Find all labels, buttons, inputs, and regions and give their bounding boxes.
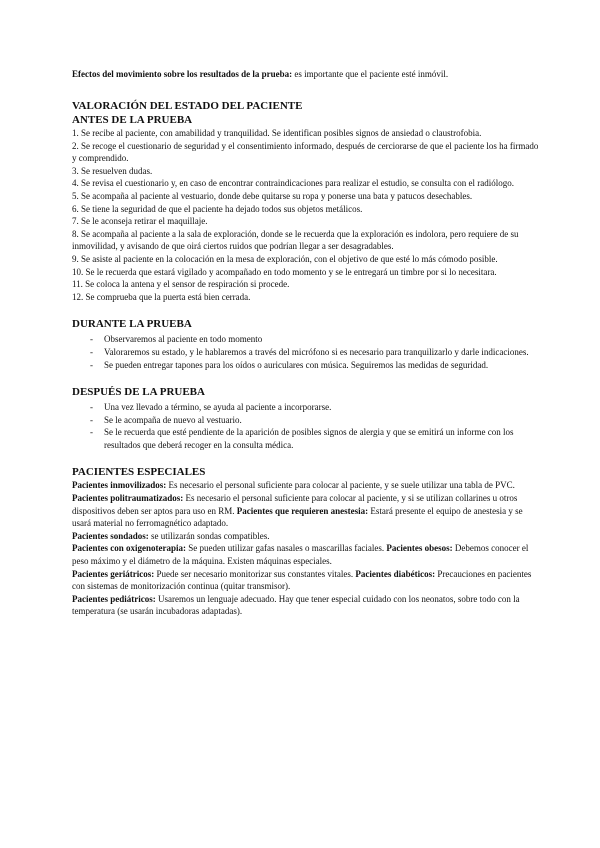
intro-paragraph <box>72 68 540 81</box>
anestesia-label: Pacientes que requieren anestesia: <box>236 505 369 516</box>
antes-item: 11. Se coloca la antena y el sensor de respiración si procede. <box>72 279 290 290</box>
sondados-paragraph <box>72 530 540 543</box>
pediatricos-paragraph <box>72 593 540 618</box>
pediatricos-label: Pacientes pediátricos: <box>72 593 156 604</box>
valoracion-title: VALORACIÓN DEL ESTADO DEL PACIENTE <box>72 100 303 112</box>
antes-item: 7. Se le aconseja retirar el maquillaje. <box>72 216 208 227</box>
obesos-text: Debemos conocer el peso máximo y el diámetro de la máquina. Existen máquinas especiales. <box>72 543 529 567</box>
politraumatizados-label: Pacientes politraumatizados: <box>72 493 184 504</box>
antes-title: ANTES DE LA PRUEBA <box>72 114 193 126</box>
intro-label: Efectos del movimiento sobre los resultados de la prueba: <box>72 69 293 79</box>
durante-item: - Observaremos al paciente en todo momento <box>90 333 540 346</box>
durante-list <box>72 333 540 371</box>
despues-section <box>72 385 540 451</box>
antes-item: 12. Se comprueba que la puerta está bien cerrada. <box>72 291 251 302</box>
diabeticos-text: Precauciones en pacientes con sistemas de monitorización continua (quitar transmisor). <box>72 568 532 592</box>
politraumatizados-paragraph <box>72 492 540 530</box>
despues-item: - Una vez llevado a término, se ayuda al paciente a incorporarse. <box>90 401 540 414</box>
especiales-section <box>72 465 540 618</box>
oxigenoterapia-text: Se pueden utilizar gafas nasales o mascarillas faciales. <box>185 543 387 554</box>
antes-item: 9. Se asiste al paciente en la colocación en la mesa de exploración, con el objetivo de que esté lo más cómodo posible. <box>72 253 498 264</box>
despues-list <box>72 401 540 451</box>
geriatricos-label: Pacientes geriátricos: <box>72 568 155 579</box>
antes-item: 10. Se le recuerda que estará vigilado y acompañado en todo momento y se le entregará un timbre por si lo necesitara. <box>72 266 497 277</box>
oxigenoterapia-label: Pacientes con oxigenoterapia: <box>72 543 186 554</box>
despues-item: - Se le recuerda que esté pendiente de la aparición de posibles signos de alergia y que se emitirá un informe con los resultados que deberá recoger en la consulta médica. <box>90 426 540 451</box>
antes-item: 4. Se revisa el cuestionario y, en caso de encontrar contraindicaciones para realizar el estudio, se consulta con el radiólogo. <box>72 178 514 189</box>
sondados-text: se utilizarán sondas compatibles. <box>148 530 270 541</box>
despues-title: DESPUÉS DE LA PRUEBA <box>72 386 205 399</box>
geriatricos-paragraph <box>72 568 540 593</box>
politraumatizados-text: Es necesario el personal suficiente para colocar al paciente, y si se utilizan collarines u otros dispositivos deben ser aptos para uso en RM. <box>72 493 518 516</box>
antes-item: 2. Se recoge el cuestionario de seguridad y el consentimiento informado, después de cerciorarse de que el paciente los ha firmado y comprendido. <box>72 140 539 164</box>
antes-item: 8. Se acompaña al paciente a la sala de exploración, donde se le recuerda que la exploración es indolora, pero requiere de su inmovilidad, y avisando de que oirá ciertos ruidos que podrían llegar a ser desagradables. <box>72 228 519 252</box>
diabeticos-label: Pacientes diabéticos: <box>355 568 436 579</box>
intro-text: es importante que el paciente esté inmóvil. <box>292 69 449 79</box>
obesos-label: Pacientes obesos: <box>386 543 453 554</box>
oxigenoterapia-paragraph <box>72 542 540 567</box>
inmovilizados-text: Es necesario el personal suficiente para colocar al paciente, y se suele utilizar una tabla de PVC. <box>166 480 515 491</box>
valoracion-section <box>72 99 540 303</box>
inmovilizados-paragraph <box>72 479 540 492</box>
durante-item: - Valoraremos su estado, y le hablaremos a través del micrófono si es necesario para tranquilizarlo y darle indicaciones. <box>90 346 540 359</box>
durante-item: - Se pueden entregar tapones para los oídos o auriculares con música. Seguiremos las medidas de seguridad. <box>90 359 540 372</box>
durante-section <box>72 317 540 371</box>
antes-item: 3. Se resuelven dudas. <box>72 165 153 176</box>
antes-item: 5. Se acompaña al paciente al vestuario, donde debe quitarse su ropa y ponerse una bata y patucos desechables. <box>72 190 473 201</box>
durante-title: DURANTE LA PRUEBA <box>72 318 192 331</box>
despues-item: - Se le acompaña de nuevo al vestuario. <box>90 414 540 427</box>
pediatricos-text: Usaremos un lenguaje adecuado. Hay que tener especial cuidado con los neonatos, sobre todo con la temperatura (se usarán incubadoras adaptadas). <box>72 593 520 617</box>
sondados-label: Pacientes sondados: <box>72 530 149 541</box>
inmovilizados-label: Pacientes inmovilizados: <box>72 480 167 491</box>
antes-list <box>72 127 540 303</box>
anestesia-text: Estará presente el equipo de anestesia y se usará material no ferromagnético adaptado. <box>72 505 523 529</box>
antes-item: 6. Se tiene la seguridad de que el paciente ha dejado todos sus objetos metálicos. <box>72 203 363 214</box>
geriatricos-text: Puede ser necesario monitorizar sus constantes vitales. <box>154 568 356 579</box>
antes-item: 1. Se recibe al paciente, con amabilidad y tranquilidad. Se identifican posibles signos de ansiedad o claustrofobia. <box>72 128 482 138</box>
especiales-title: PACIENTES ESPECIALES <box>72 466 206 479</box>
